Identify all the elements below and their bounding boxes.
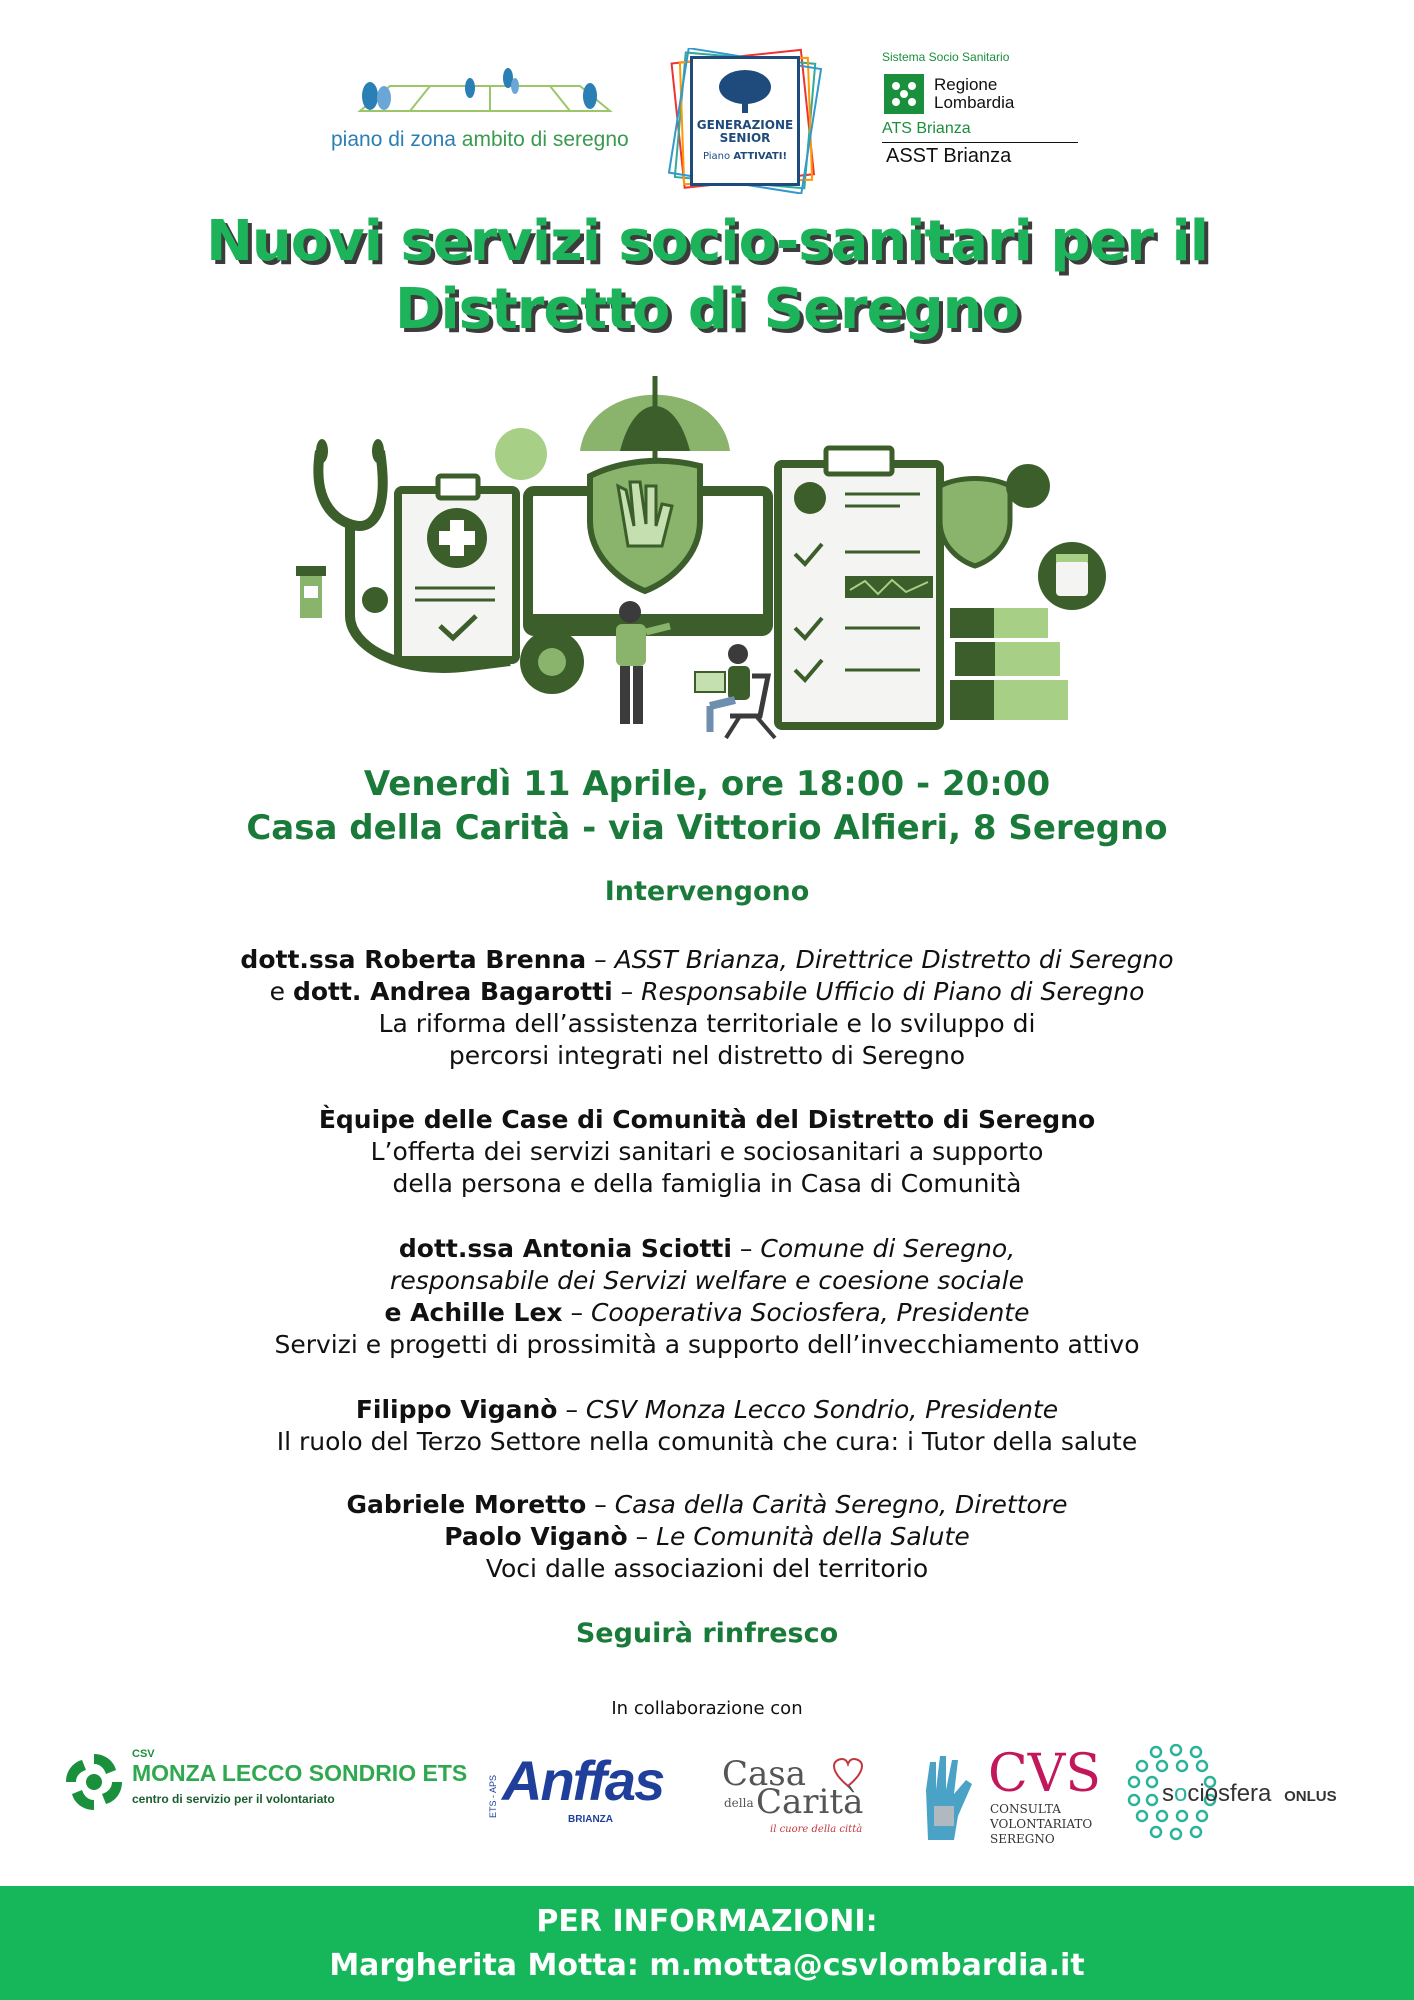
logo-regione-lombardia (882, 50, 1082, 180)
talk-topic: della persona e della famiglia in Casa di Comunità (392, 1169, 1022, 1198)
speaker-name: Paolo Viganò (444, 1522, 628, 1551)
speaker-role: Comune di Seregno, (760, 1234, 1016, 1263)
csv-swirl-icon (62, 1750, 126, 1814)
logo-piano-di-zona (325, 66, 645, 162)
rinfresco-note: Seguirà rinfresco (575, 1618, 839, 1649)
regione-system-label: Sistema Socio Sanitario (882, 50, 1010, 64)
dash: – (627, 1522, 657, 1551)
footer-heading: PER INFORMAZIONI: (536, 1904, 878, 1939)
speaker-name: dott. Andrea Bagarotti (292, 977, 613, 1006)
healthcare-illustration (290, 376, 1120, 748)
csv-sub: centro di servizio per il volontariato (132, 1792, 335, 1806)
pill-bottle-icon (296, 566, 326, 618)
speaker-name: Filippo Viganò (355, 1395, 558, 1424)
regione-name-2: Lombardia (934, 93, 1015, 112)
program-block-5 (0, 1489, 1414, 1585)
pdz-ambito: ambito di seregno (461, 128, 629, 151)
people-map-icon (350, 66, 630, 116)
talk-topic: L’offerta dei servizi sanitari e sociosanitari a supporto (370, 1137, 1044, 1166)
event-details (0, 762, 1414, 850)
sociosfera-onlus: ONLUS (1284, 1788, 1337, 1805)
title-line-1: Nuovi servizi socio-sanitari per il (206, 209, 1208, 274)
logo-generazione-senior (668, 48, 824, 194)
dash: – (562, 1298, 591, 1327)
casa-w3: Carità (756, 1782, 864, 1822)
speaker-role: – Responsabile Ufficio di Piano di Seregno (612, 977, 1145, 1006)
pdz-name: piano di zona (331, 128, 456, 151)
logo-anffas (488, 1749, 698, 1836)
asst-brianza: ASST Brianza (886, 145, 1012, 167)
event-place: Casa della Carità - via Vittorio Alfieri, 8 Seregno (246, 808, 1168, 848)
cvs-line1: CONSULTA (990, 1802, 1061, 1816)
logo-sociosfera: sociosfera ONLUS (1126, 1744, 1356, 1844)
speaker-role: responsabile dei Servizi welfare e coesione sociale (390, 1266, 1024, 1295)
speaker-name: dott.ssa Antonia Sciotti (398, 1234, 732, 1263)
books-icon (950, 608, 1068, 720)
talk-topic: percorsi integrati nel distretto di Seregno (448, 1041, 966, 1070)
dash: – (731, 1234, 761, 1263)
generazione-line2: SENIOR (719, 131, 771, 145)
program-block-3 (0, 1233, 1414, 1361)
page-title (0, 208, 1414, 344)
program-block-1 (0, 944, 1414, 1072)
anffas-name: Anffas (502, 1749, 664, 1812)
title-line-2: Distretto di Seregno (395, 277, 1019, 342)
speaker-name: Èquipe delle Case di Comunità del Distretto di Seregno (318, 1105, 1096, 1134)
csv-name: MONZA LECCO SONDRIO ETS (132, 1760, 468, 1786)
speaker-role: Cooperativa Sociosfera, Presidente (590, 1298, 1030, 1327)
speaker-name: Gabriele Moretto (346, 1490, 587, 1519)
regione-cross-icon (884, 74, 924, 114)
cvs-line3: SEREGNO (990, 1832, 1055, 1846)
person-sitting-laptop-icon (695, 644, 775, 738)
intervengono-heading: Intervengono (604, 876, 810, 907)
cvs-name: CVS (988, 1744, 1101, 1804)
footer-contact: Margherita Motta: m.motta@csvlombardia.it (329, 1948, 1085, 1983)
program-block-4 (0, 1394, 1414, 1458)
sociosfera-s: s (1162, 1780, 1174, 1807)
dash: – (557, 1395, 586, 1424)
program-block-2 (0, 1104, 1414, 1200)
connector: e (269, 977, 293, 1006)
generazione-piano: Piano (702, 151, 734, 162)
talk-topic: Voci dalle associazioni del territorio (485, 1554, 929, 1583)
small-shield-icon (940, 464, 1050, 566)
speaker-role: Le Comunità della Salute (656, 1522, 970, 1551)
speaker-role: CSV Monza Lecco Sondrio, Presidente (585, 1395, 1059, 1424)
collaboration-label: In collaborazione con (611, 1698, 803, 1719)
logo-cvs (908, 1744, 1101, 1846)
medical-clipboard-icon (398, 476, 516, 660)
casa-w1: Casa (722, 1754, 807, 1794)
tree-icon (715, 67, 775, 115)
event-date: Venerdì 11 Aprile, ore 18:00 - 20:00 (363, 764, 1051, 804)
info-footer (0, 1886, 1414, 2000)
logo-csv (62, 1748, 472, 1818)
regione-name-1: Regione (934, 75, 998, 94)
hands-puzzle-icon (908, 1750, 986, 1846)
speaker-name: dott.ssa Roberta Brenna (240, 945, 587, 974)
sociosfera-rest: ciosfera (1187, 1780, 1272, 1807)
cvs-line2: VOLONTARIATO (990, 1817, 1093, 1831)
dash: – (586, 1490, 615, 1519)
decorative-circle (495, 428, 547, 480)
generazione-attivati: ATTIVATI! (733, 151, 788, 162)
speaker-role: Casa della Carità Seregno, Direttore (614, 1490, 1068, 1519)
talk-topic: La riforma dell’assistenza territoriale e lo sviluppo di (378, 1009, 1036, 1038)
speaker-role: – ASST Brianza, Direttrice Distretto di Seregno (586, 945, 1174, 974)
casa-w2: della (724, 1796, 754, 1810)
casa-sub: il cuore della città (770, 1824, 863, 1835)
talk-topic: Servizi e progetti di prossimità a supporto dell’invecchiamento attivo (274, 1330, 1140, 1359)
checklist-clipboard-icon (778, 448, 940, 726)
ats-brianza: ATS Brianza (882, 120, 971, 137)
anffas-side: ETS - APS (488, 1774, 498, 1818)
anffas-sub: BRIANZA (568, 1814, 613, 1825)
csv-small: CSV (132, 1748, 155, 1760)
logo-casa-della-carita (720, 1752, 880, 1842)
jar-icon (1038, 542, 1106, 610)
speaker-name: e Achille Lex (384, 1298, 563, 1327)
talk-topic: Il ruolo del Terzo Settore nella comunità che cura: i Tutor della salute (276, 1427, 1138, 1456)
generazione-line1: GENERAZIONE (696, 118, 794, 132)
